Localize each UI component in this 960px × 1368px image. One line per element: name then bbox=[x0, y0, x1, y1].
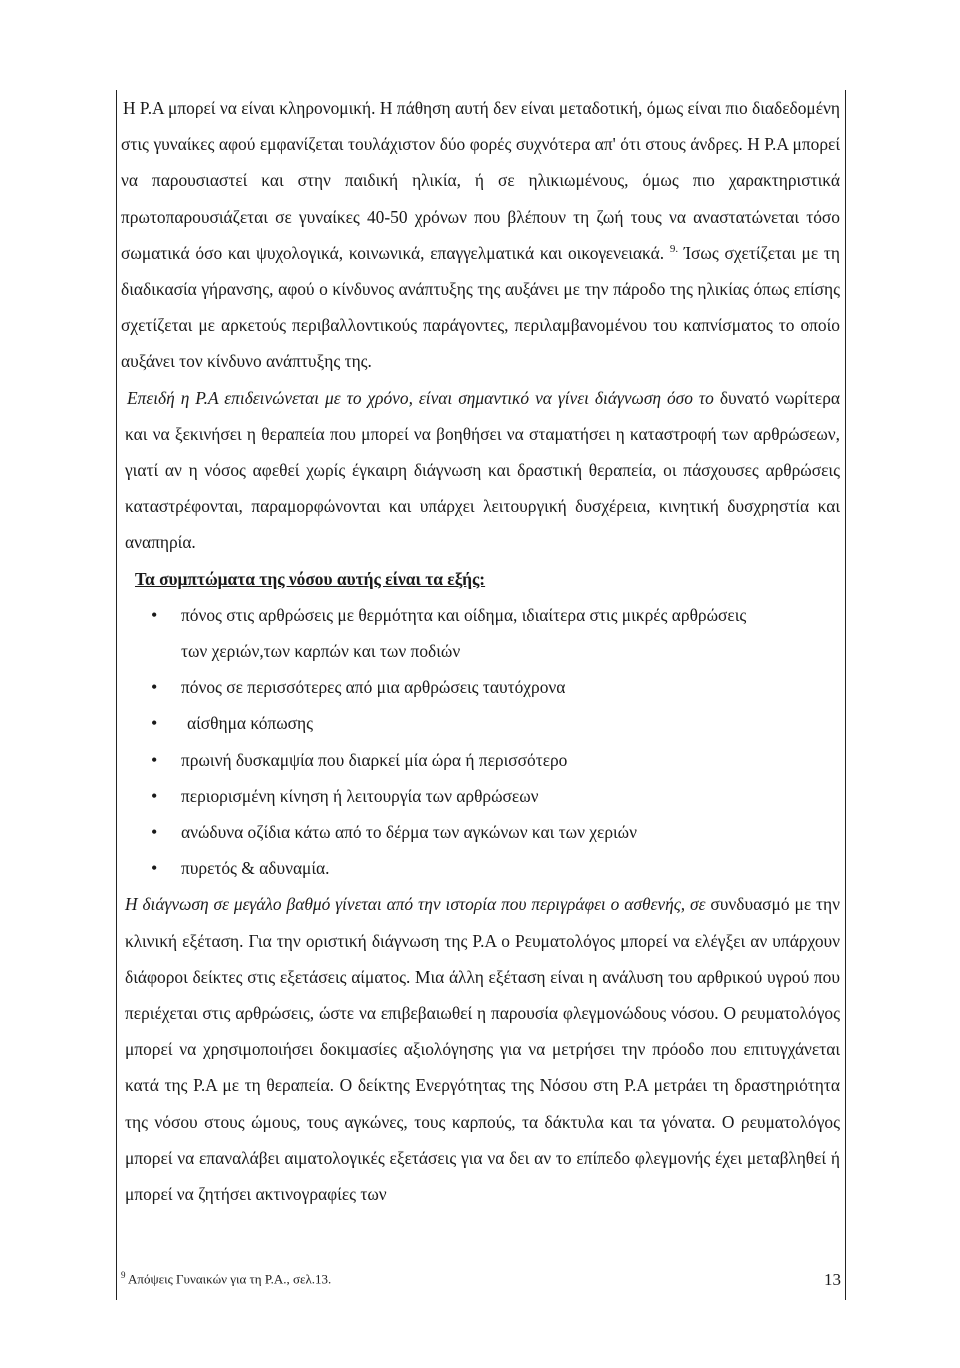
paragraph-2 bbox=[121, 380, 840, 561]
paragraph-1-continuation: Ίσως σχετίζεται με τη διαδικασία γήρανσης, αφού ο κίνδυνος ανάπτυξης της αυξάνει με την πάροδο της ηλικίας όπως επίσης σχετίζεται με αρκετούς περιβαλλοντικούς παράγοντες, περιλαμβανομένου του καπνίσματος το οποίο αυξάνει τον κίνδυνο ανάπτυξης της. bbox=[121, 242, 840, 372]
paragraph-2-text: δυνατό νωρίτερα και να ξεκινήσει η θεραπεία που μπορεί να βοηθήσει να σταματήσει η καταστροφή των αρθρώσεων, γιατί αν η νόσος αφεθεί χωρίς έγκαιρη διάγνωση και δραστική θεραπεία, οι πάσχουσες αρθρώσεις καταστρέφονται, παραμορφώνονται και υπάρχει λειτουργική δυσχέρεια, κινητική δυσχρηστία και αναπηρία. bbox=[125, 387, 840, 553]
symptom-item bbox=[121, 814, 840, 850]
paragraph-3 bbox=[121, 886, 840, 1212]
symptom-item bbox=[121, 850, 840, 886]
symptom-text: πυρετός & αδυναμία. bbox=[181, 858, 330, 879]
symptom-text: αίσθημα κόπωσης bbox=[187, 713, 314, 734]
page-frame bbox=[116, 90, 846, 1300]
symptom-text: πόνος σε περισσότερες από μια αρθρώσεις ταυτόχρονα bbox=[181, 677, 566, 698]
body-text bbox=[121, 90, 840, 1212]
paragraph-3-text: συνδυασμό με την κλινική εξέταση. Για την οριστική διάγνωση της Ρ.Α ο Ρευματολόγος μπορεί να ελέγξει αν υπάρχουν διάφοροι δείκτες στις εξετάσεις αίματος. Μια άλλη εξέταση είναι η ανάλυση του αρθρικού υγρού που περιέχεται στις αρθρώσεις, ώστε να επιβεβαιωθεί η παρουσία φλεγμονώδους νόσου. Ο ρευματολόγος μπορεί να χρησιμοποιήσει δοκιμασίες αξιολόγησης για να μετρήσει την πρόοδο που επιτυγχάνεται κατά της Ρ.Α με τη θεραπεία. Ο δείκτης Ενεργότητας της Νόσου στη Ρ.Α μετράει τη δραστηριότητα της νόσου στους ώμους, τους αγκώνες, τους καρπούς, τα δάκτυλα και τα γόνατα. Ο ρευματολόγος μπορεί να επαναλάβει αιματολογικές εξετάσεις για να δει αν το επίπεδο φλεγμονής έχει μεταβληθεί ή μπορεί να ζητήσει ακτινογραφίες των bbox=[125, 894, 840, 1205]
symptom-item bbox=[121, 742, 840, 778]
symptoms-heading: Τα συμπτώματα της νόσου αυτής είναι τα εξής: bbox=[135, 568, 486, 589]
symptom-text: περιορισμένη κίνηση ή λειτουργία των αρθρώσεων bbox=[181, 785, 539, 806]
footnote-text: Απόψεις Γυναικών για τη Ρ.Α., σελ.13. bbox=[128, 1271, 332, 1287]
symptom-item bbox=[121, 597, 840, 669]
symptom-item bbox=[121, 705, 840, 741]
symptom-item bbox=[121, 778, 840, 814]
paragraph-3-italic: Η διάγνωση σε μεγάλο βαθμό γίνεται από την ιστορία που περιγράφει ο ασθενής, σε bbox=[125, 894, 706, 915]
paragraph-1-text: Η Ρ.Α μπορεί να είναι κληρονομική. Η πάθηση αυτή δεν είναι μεταδοτική, όμως είναι πιο διαδεδομένη στις γυναίκες αφού εμφανίζεται τουλάχιστον δύο φορές συχνότερα απ' ότι στους άνδρες. Η Ρ.Α μπορεί να παρουσιαστεί και στην παιδική ηλικία, ή σε ηλικιωμένους, όμως πιο χαρακτηριστικά πρωτοπαρουσιάζεται σε γυναίκες 40-50 χρόνων που βλέπουν τη ζωή τους να αναστατώνεται τόσο σωματικά όσο και ψυχολογικά, κοινωνικά, επαγγελματικά και οικογενειακά. bbox=[121, 98, 840, 263]
footnote bbox=[121, 1270, 331, 1287]
footnote-reference: 9. bbox=[669, 243, 679, 256]
symptom-text: ανώδυνα οζίδια κάτω από το δέρμα των αγκώνων και των χεριών bbox=[181, 822, 637, 843]
paragraph-2-italic: Επειδή η Ρ.Α επιδεινώνεται με το χρόνο, είναι σημαντικό να γίνει διάγνωση όσο το bbox=[127, 387, 714, 408]
footnote-number: 9 bbox=[121, 1270, 126, 1280]
symptom-text: πόνος στις αρθρώσεις με θερμότητα και οίδημα, ιδιαίτερα στις μικρές αρθρώσεις bbox=[181, 604, 747, 625]
symptom-text-continued: των χεριών,των καρπών και των ποδιών bbox=[181, 641, 461, 662]
symptom-text: πρωινή δυσκαμψία που διαρκεί μία ώρα ή περισσότερο bbox=[181, 749, 568, 770]
symptoms-list bbox=[121, 597, 840, 887]
page-number: 13 bbox=[824, 1270, 841, 1289]
paragraph-1 bbox=[121, 90, 840, 380]
symptom-item bbox=[121, 669, 840, 705]
